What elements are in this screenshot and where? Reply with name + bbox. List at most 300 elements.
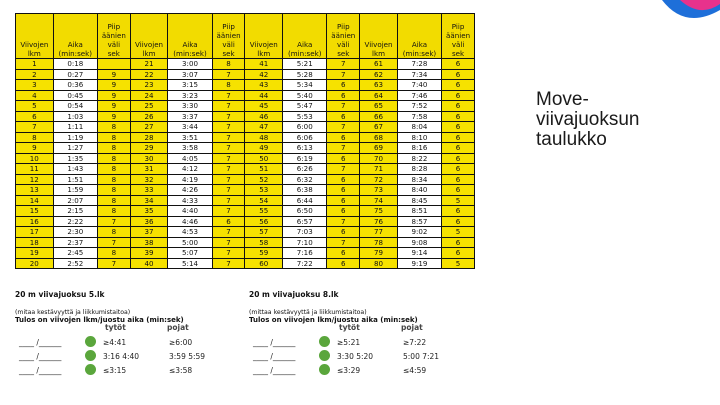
table-cell: 33 bbox=[130, 185, 168, 196]
table-cell: 8 bbox=[97, 164, 130, 175]
table-cell: 7:40 bbox=[397, 80, 441, 91]
girls-time-range: 3:30 5:20 bbox=[337, 352, 374, 361]
girls-time-range: ≥5:21 bbox=[337, 338, 361, 347]
table-cell: 24 bbox=[130, 90, 168, 101]
table-cell: 8:51 bbox=[397, 206, 441, 217]
table-cell: 78 bbox=[360, 237, 398, 248]
table-cell: 0:45 bbox=[53, 90, 97, 101]
table-header-cell bbox=[245, 14, 283, 59]
table-cell: 8 bbox=[16, 132, 54, 143]
table-cell: 5 bbox=[16, 101, 54, 112]
slide-title bbox=[536, 90, 706, 150]
card-column-label: pojat bbox=[401, 323, 423, 332]
table-cell: 4:05 bbox=[168, 153, 212, 164]
table-cell: 45 bbox=[245, 101, 283, 112]
table-cell: 6 bbox=[327, 206, 360, 217]
table-header-line: Viivojen bbox=[20, 40, 49, 49]
table-cell: 7:16 bbox=[283, 248, 327, 259]
table-cell: 40 bbox=[130, 258, 168, 269]
table-row bbox=[16, 258, 475, 269]
table-cell: 6 bbox=[442, 111, 475, 122]
table-cell: 9 bbox=[97, 80, 130, 91]
card-column-headers bbox=[339, 323, 463, 332]
table-header-line: sek bbox=[337, 49, 350, 58]
table-header-line: (min:sek) bbox=[402, 49, 437, 58]
table-cell: 7 bbox=[212, 227, 245, 238]
table-cell: 2:37 bbox=[53, 237, 97, 248]
table-header-line: lkm bbox=[257, 49, 271, 58]
table-cell: 8 bbox=[97, 227, 130, 238]
slide-title-line: taulukko bbox=[536, 129, 607, 150]
table-cell: 77 bbox=[360, 227, 398, 238]
table-cell: 7 bbox=[212, 122, 245, 133]
table-header-line: äänien bbox=[331, 31, 356, 40]
table-cell: 54 bbox=[245, 195, 283, 206]
table-cell: 8:45 bbox=[397, 195, 441, 206]
table-cell: 6:50 bbox=[283, 206, 327, 217]
table-cell: 8 bbox=[97, 206, 130, 217]
table-cell: 43 bbox=[245, 80, 283, 91]
beep-test-table bbox=[15, 13, 475, 269]
table-cell: 1:19 bbox=[53, 132, 97, 143]
table-cell: 8 bbox=[97, 143, 130, 154]
table-cell: 34 bbox=[130, 195, 168, 206]
table-cell: 2:45 bbox=[53, 248, 97, 259]
table-cell: 7:10 bbox=[283, 237, 327, 248]
table-header-line: lkm bbox=[27, 49, 41, 58]
card-result-row bbox=[19, 338, 239, 350]
card-result-row bbox=[19, 352, 239, 364]
table-cell: 9 bbox=[97, 101, 130, 112]
table-cell: 6:06 bbox=[283, 132, 327, 143]
table-cell: 6 bbox=[327, 185, 360, 196]
table-cell: 6 bbox=[442, 164, 475, 175]
table-header-cell bbox=[283, 14, 327, 59]
table-cell: 65 bbox=[360, 101, 398, 112]
table-cell: 6:26 bbox=[283, 164, 327, 175]
table-cell: 8 bbox=[97, 195, 130, 206]
table-cell: 42 bbox=[245, 69, 283, 80]
table-cell: 7 bbox=[97, 216, 130, 227]
table-cell: 1:03 bbox=[53, 111, 97, 122]
table-row bbox=[16, 227, 475, 238]
table-header-line: Piip bbox=[337, 22, 350, 31]
table-row bbox=[16, 248, 475, 259]
table-cell: 1:59 bbox=[53, 185, 97, 196]
table-cell: 6 bbox=[327, 227, 360, 238]
table-cell: 32 bbox=[130, 174, 168, 185]
table-header-line: äänien bbox=[446, 31, 471, 40]
table-cell: 9 bbox=[16, 143, 54, 154]
table-cell: 11 bbox=[16, 164, 54, 175]
table-header-cell bbox=[168, 14, 212, 59]
table-cell: 8:22 bbox=[397, 153, 441, 164]
table-cell: 22 bbox=[130, 69, 168, 80]
table-cell: 6 bbox=[442, 132, 475, 143]
table-cell: 6 bbox=[442, 59, 475, 70]
table-header-line: sek bbox=[451, 49, 465, 58]
table-cell: 50 bbox=[245, 153, 283, 164]
table-cell: 5:53 bbox=[283, 111, 327, 122]
table-cell: 3:07 bbox=[168, 69, 212, 80]
table-cell: 73 bbox=[360, 185, 398, 196]
table-cell: 7 bbox=[327, 164, 360, 175]
write-in-blank: ____ /______ bbox=[253, 352, 296, 361]
table-cell: 18 bbox=[16, 237, 54, 248]
table-cell: 48 bbox=[245, 132, 283, 143]
table-header-line: Aika bbox=[297, 40, 313, 49]
table-cell: 7 bbox=[16, 122, 54, 133]
girls-time-range: 3:16 4:40 bbox=[103, 352, 140, 361]
table-cell: 8:16 bbox=[397, 143, 441, 154]
table-cell: 8 bbox=[97, 153, 130, 164]
boys-time-range: 3:59 5:59 bbox=[169, 352, 206, 361]
table-cell: 67 bbox=[360, 122, 398, 133]
table-cell: 6:44 bbox=[283, 195, 327, 206]
table-cell: 39 bbox=[130, 248, 168, 259]
card-result-row bbox=[19, 366, 239, 378]
table-cell: 62 bbox=[360, 69, 398, 80]
table-row bbox=[16, 80, 475, 91]
table-cell: 6 bbox=[16, 111, 54, 122]
table-cell: 25 bbox=[130, 101, 168, 112]
table-cell: 0:18 bbox=[53, 59, 97, 70]
write-in-blank: ____ /______ bbox=[253, 338, 296, 347]
table-cell: 9:02 bbox=[397, 227, 441, 238]
table-row bbox=[16, 132, 475, 143]
table-header-cell bbox=[16, 14, 54, 59]
table-cell: 8 bbox=[97, 248, 130, 259]
table-cell: 6 bbox=[327, 195, 360, 206]
table-header-line: väli bbox=[451, 40, 465, 49]
table-row bbox=[16, 195, 475, 206]
table-cell: 5:21 bbox=[283, 59, 327, 70]
table-header-cell bbox=[397, 14, 441, 59]
table-cell: 7:28 bbox=[397, 59, 441, 70]
table-cell: 9 bbox=[97, 111, 130, 122]
table-cell: 6 bbox=[327, 248, 360, 259]
table-cell: 6:00 bbox=[283, 122, 327, 133]
table-cell: 37 bbox=[130, 227, 168, 238]
table-header-cell bbox=[442, 14, 475, 59]
table-cell: 8 bbox=[97, 174, 130, 185]
boys-time-range: ≤3:58 bbox=[169, 366, 193, 375]
table-cell: 19 bbox=[16, 248, 54, 259]
table-cell: 6 bbox=[327, 90, 360, 101]
table-cell: 30 bbox=[130, 153, 168, 164]
table-cell: 17 bbox=[16, 227, 54, 238]
table-cell: 7 bbox=[327, 101, 360, 112]
card-result-row bbox=[253, 366, 473, 378]
table-header-line: Viivojen bbox=[249, 40, 278, 49]
table-header-line: sek bbox=[222, 49, 235, 58]
table-header-line: lkm bbox=[142, 49, 156, 58]
table-cell: 8 bbox=[212, 80, 245, 91]
table-cell: 8:10 bbox=[397, 132, 441, 143]
table-cell: 6:19 bbox=[283, 153, 327, 164]
table-cell: 7 bbox=[212, 143, 245, 154]
card-subheading: Tulos on viivojen lkm/juostu aika (min:sek) bbox=[249, 316, 418, 324]
card-heading: 20 m viivajuoksu 8.lk bbox=[249, 290, 339, 299]
table-cell: 66 bbox=[360, 111, 398, 122]
table-cell: 41 bbox=[245, 59, 283, 70]
table-cell: 6 bbox=[442, 69, 475, 80]
table-cell: 8:34 bbox=[397, 174, 441, 185]
table-cell: 29 bbox=[130, 143, 168, 154]
table-cell: 6 bbox=[327, 174, 360, 185]
smiley-face-icon bbox=[319, 364, 330, 375]
write-in-blank: ____ /______ bbox=[19, 366, 62, 375]
table-cell: 8 bbox=[97, 185, 130, 196]
table-cell: 9 bbox=[97, 90, 130, 101]
table-cell: 20 bbox=[16, 258, 54, 269]
table-row bbox=[16, 59, 475, 70]
table-cell: 4:19 bbox=[168, 174, 212, 185]
table-cell: 3 bbox=[16, 80, 54, 91]
table-cell: 6 bbox=[442, 237, 475, 248]
table-cell: 35 bbox=[130, 206, 168, 217]
table-header-cell bbox=[97, 14, 130, 59]
table-cell: 7 bbox=[327, 69, 360, 80]
table-cell: 6 bbox=[442, 101, 475, 112]
table-cell: 6 bbox=[442, 248, 475, 259]
table-cell: 8:28 bbox=[397, 164, 441, 175]
table-row bbox=[16, 143, 475, 154]
table-cell: 0:36 bbox=[53, 80, 97, 91]
table-cell: 7 bbox=[327, 122, 360, 133]
boys-time-range: ≤4:59 bbox=[403, 366, 427, 375]
table-header-line: Aika bbox=[411, 40, 428, 49]
slide-title-line: Move- bbox=[536, 89, 589, 110]
table-row bbox=[16, 206, 475, 217]
table-cell: 4:26 bbox=[168, 185, 212, 196]
table-header-line: äänien bbox=[101, 31, 126, 40]
table-cell: 6 bbox=[442, 122, 475, 133]
card-subheading: Tulos on viivojen lkm/juostu aika (min:sek) bbox=[15, 316, 184, 324]
table-cell: 52 bbox=[245, 174, 283, 185]
table-cell: 6 bbox=[327, 153, 360, 164]
table-cell: 2 bbox=[16, 69, 54, 80]
table-cell: 16 bbox=[16, 216, 54, 227]
table-cell: 7 bbox=[212, 248, 245, 259]
table-cell: 7:58 bbox=[397, 111, 441, 122]
boys-time-range: ≥6:00 bbox=[169, 338, 193, 347]
table-cell: 60 bbox=[245, 258, 283, 269]
table-cell: 1:43 bbox=[53, 164, 97, 175]
table-cell: 4:46 bbox=[168, 216, 212, 227]
table-cell: 5:47 bbox=[283, 101, 327, 112]
table-row bbox=[16, 90, 475, 101]
table-cell: 9:08 bbox=[397, 237, 441, 248]
table-cell: 6 bbox=[442, 90, 475, 101]
table-cell: 3:00 bbox=[168, 59, 212, 70]
table-cell: 5:28 bbox=[283, 69, 327, 80]
table-cell: 53 bbox=[245, 185, 283, 196]
table-cell: 4 bbox=[16, 90, 54, 101]
table-cell: 8:57 bbox=[397, 216, 441, 227]
table-cell: 56 bbox=[245, 216, 283, 227]
table-cell: 6 bbox=[442, 153, 475, 164]
table-cell: 6 bbox=[442, 174, 475, 185]
table-cell: 6 bbox=[327, 132, 360, 143]
table-cell: 1:51 bbox=[53, 174, 97, 185]
boys-time-range: ≥7:22 bbox=[403, 338, 427, 347]
table-cell: 27 bbox=[130, 122, 168, 133]
table-cell: 8:04 bbox=[397, 122, 441, 133]
table-cell: 7 bbox=[327, 237, 360, 248]
table-cell: 7 bbox=[212, 185, 245, 196]
result-card-grade8 bbox=[249, 290, 475, 402]
table-cell: 1:11 bbox=[53, 122, 97, 133]
table-cell: 6 bbox=[327, 111, 360, 122]
table-cell: 4:53 bbox=[168, 227, 212, 238]
table-cell: 8 bbox=[212, 59, 245, 70]
table-cell: 8 bbox=[97, 132, 130, 143]
table-cell: 70 bbox=[360, 153, 398, 164]
table-cell: 79 bbox=[360, 248, 398, 259]
table-cell: 7 bbox=[212, 164, 245, 175]
table-cell: 7 bbox=[327, 59, 360, 70]
table-cell: 64 bbox=[360, 90, 398, 101]
table-cell: 23 bbox=[130, 80, 168, 91]
table-cell: 74 bbox=[360, 195, 398, 206]
table-cell: 5:14 bbox=[168, 258, 212, 269]
table-cell: 7 bbox=[327, 143, 360, 154]
girls-time-range: ≤3:29 bbox=[337, 366, 361, 375]
table-cell: 7:46 bbox=[397, 90, 441, 101]
result-cards bbox=[15, 290, 475, 402]
table-header-line: Viivojen bbox=[135, 40, 164, 49]
smiley-face-icon bbox=[85, 364, 96, 375]
card-note: (mitaa kestävyyttä ja liikkumistaitoa) bbox=[15, 309, 131, 316]
table-cell: 6:32 bbox=[283, 174, 327, 185]
table-header-line: väli bbox=[337, 40, 350, 49]
card-column-headers bbox=[105, 323, 229, 332]
table-cell: 7 bbox=[327, 216, 360, 227]
table-cell: 1:27 bbox=[53, 143, 97, 154]
table-cell: 5 bbox=[442, 195, 475, 206]
smiley-face-icon bbox=[85, 350, 96, 361]
table-cell: 7:52 bbox=[397, 101, 441, 112]
table-cell: 0:54 bbox=[53, 101, 97, 112]
write-in-blank: ____ /______ bbox=[19, 338, 62, 347]
table-header-line: Piip bbox=[222, 22, 235, 31]
table-header-line: (min:sek) bbox=[58, 49, 93, 58]
table-cell: 2:30 bbox=[53, 227, 97, 238]
table-row bbox=[16, 122, 475, 133]
write-in-blank: ____ /______ bbox=[19, 352, 62, 361]
table-header-cell bbox=[360, 14, 398, 59]
table-header-line: (min:sek) bbox=[173, 49, 207, 58]
table-cell: 31 bbox=[130, 164, 168, 175]
table-cell: 72 bbox=[360, 174, 398, 185]
table-cell: 3:23 bbox=[168, 90, 212, 101]
table-cell: 49 bbox=[245, 143, 283, 154]
table-row bbox=[16, 153, 475, 164]
table-row bbox=[16, 69, 475, 80]
table-header-line: Piip bbox=[107, 22, 121, 31]
table-cell: 7:34 bbox=[397, 69, 441, 80]
table-cell: 13 bbox=[16, 185, 54, 196]
card-column-label: tytöt bbox=[339, 323, 360, 332]
girls-time-range: ≤3:15 bbox=[103, 366, 127, 375]
table-cell: 15 bbox=[16, 206, 54, 217]
table-cell: 10 bbox=[16, 153, 54, 164]
table-cell: 46 bbox=[245, 111, 283, 122]
table-cell: 28 bbox=[130, 132, 168, 143]
table-cell: 71 bbox=[360, 164, 398, 175]
table-cell: 0:27 bbox=[53, 69, 97, 80]
table-header-line: Aika bbox=[182, 40, 198, 49]
table-cell: 59 bbox=[245, 248, 283, 259]
table-row bbox=[16, 174, 475, 185]
smiley-face-icon bbox=[319, 350, 330, 361]
table-cell: 7 bbox=[212, 237, 245, 248]
table-cell: 61 bbox=[360, 59, 398, 70]
table-cell: 3:58 bbox=[168, 143, 212, 154]
table-header-cell bbox=[53, 14, 97, 59]
table-header-cell bbox=[212, 14, 245, 59]
table-cell: 7 bbox=[212, 206, 245, 217]
table-cell: 68 bbox=[360, 132, 398, 143]
table-row bbox=[16, 185, 475, 196]
table-cell: 5:34 bbox=[283, 80, 327, 91]
boys-time-range: 5:00 7:21 bbox=[403, 352, 440, 361]
table-cell: 6 bbox=[442, 143, 475, 154]
table-cell: 1:35 bbox=[53, 153, 97, 164]
table-header-line: äänien bbox=[216, 31, 241, 40]
table-header-line: sek bbox=[107, 49, 120, 58]
table-cell: 9 bbox=[97, 69, 130, 80]
table-header-cell bbox=[130, 14, 168, 59]
table-cell: 6:38 bbox=[283, 185, 327, 196]
table-cell: 4:12 bbox=[168, 164, 212, 175]
table-cell: 7 bbox=[212, 69, 245, 80]
table-cell: 7 bbox=[212, 132, 245, 143]
table-cell: 63 bbox=[360, 80, 398, 91]
table-cell: 7 bbox=[97, 237, 130, 248]
table-cell: 7 bbox=[212, 90, 245, 101]
table-cell: 5:00 bbox=[168, 237, 212, 248]
table-cell: 7 bbox=[212, 153, 245, 164]
card-note: (mittaa kestävyyttä ja liikkumistaitoa) bbox=[249, 309, 367, 316]
table-cell: 3:44 bbox=[168, 122, 212, 133]
table-cell: 2:52 bbox=[53, 258, 97, 269]
table-cell: 44 bbox=[245, 90, 283, 101]
table-cell: 36 bbox=[130, 216, 168, 227]
table-cell: 38 bbox=[130, 237, 168, 248]
table-header-line: Aika bbox=[67, 40, 83, 49]
table-cell: 7 bbox=[212, 174, 245, 185]
table-row bbox=[16, 237, 475, 248]
card-column-label: pojat bbox=[167, 323, 189, 332]
table-cell: 7:22 bbox=[283, 258, 327, 269]
table-cell: 5 bbox=[442, 258, 475, 269]
table-cell: 4:40 bbox=[168, 206, 212, 217]
smiley-face-icon bbox=[319, 336, 330, 347]
table-row bbox=[16, 216, 475, 227]
table-cell: 6 bbox=[442, 206, 475, 217]
table-cell: 3:15 bbox=[168, 80, 212, 91]
table-cell: 7 bbox=[97, 258, 130, 269]
table-cell: 7 bbox=[212, 111, 245, 122]
table-cell: 80 bbox=[360, 258, 398, 269]
table-cell: 6 bbox=[212, 216, 245, 227]
table-row bbox=[16, 164, 475, 175]
table-header-line: väli bbox=[222, 40, 235, 49]
table-cell: 5:40 bbox=[283, 90, 327, 101]
table-cell: 9:14 bbox=[397, 248, 441, 259]
